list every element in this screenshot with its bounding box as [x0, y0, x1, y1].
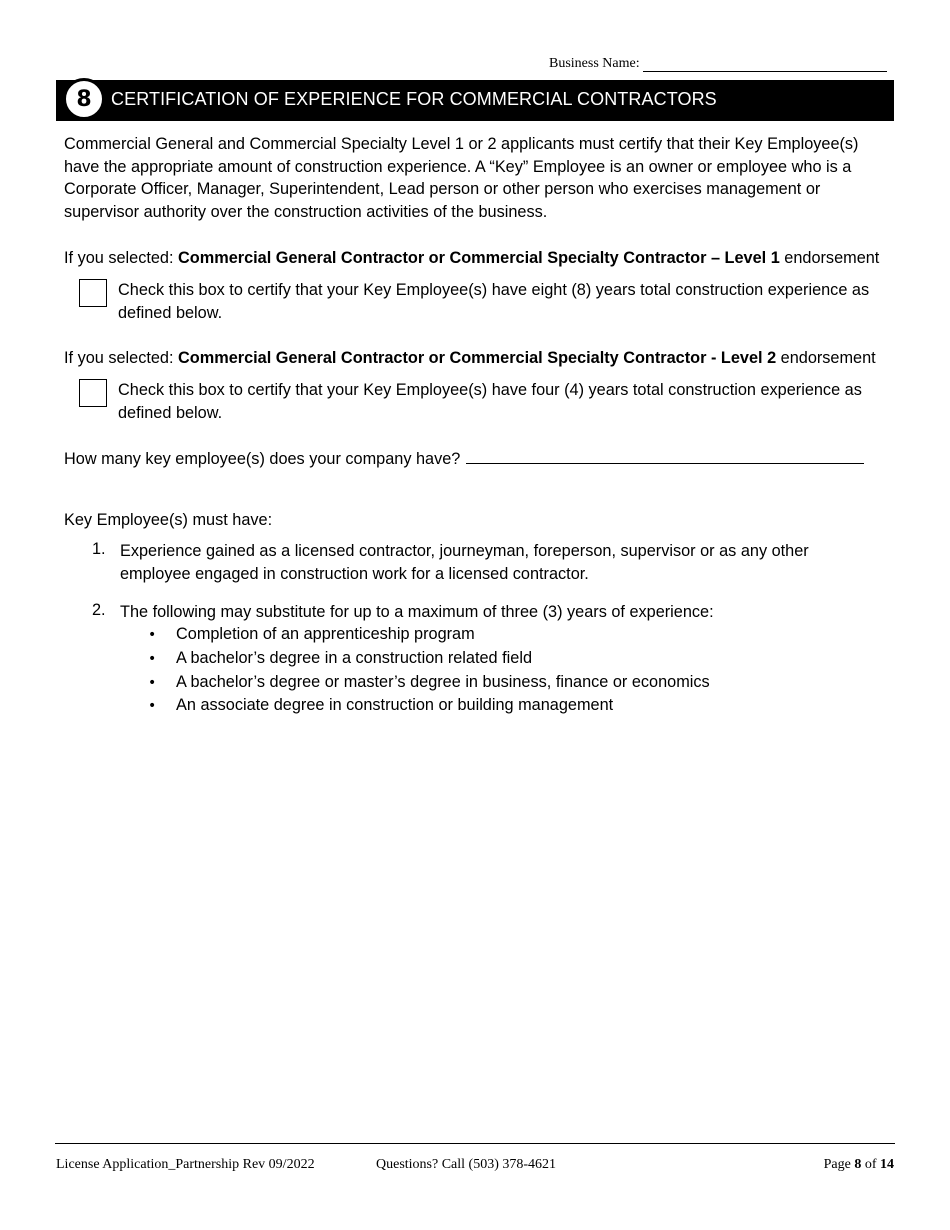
- key-employee-count-field[interactable]: [466, 448, 864, 464]
- business-name-field[interactable]: [643, 58, 887, 72]
- level2-checkbox[interactable]: [79, 379, 107, 407]
- level1-suffix: endorsement: [779, 249, 880, 267]
- bullet-item: Completion of an apprenticeship program: [176, 625, 475, 643]
- requirement-number-1: 1.: [92, 540, 106, 558]
- page-total: 14: [880, 1157, 894, 1172]
- level2-checkbox-label: Check this box to certify that your Key Employee(s) have four (4) years total construction experience as defined below.: [118, 381, 862, 422]
- page-current: 8: [854, 1157, 862, 1172]
- key-employee-count-row: [64, 448, 894, 471]
- requirement-text-2: The following may substitute for up to a maximum of three (3) years of experience:: [120, 603, 714, 621]
- footer-divider: [55, 1143, 895, 1144]
- requirement-number-2: 2.: [92, 601, 106, 619]
- level2-suffix: endorsement: [776, 349, 876, 367]
- level2-prefix: If you selected:: [64, 349, 179, 367]
- business-name-line: [549, 56, 887, 72]
- bullet-item: A bachelor’s degree in a construction related field: [176, 649, 533, 667]
- section-title: CERTIFICATION OF EXPERIENCE FOR COMMERCIAL CONTRACTORS: [111, 89, 717, 109]
- bullet-marker: •: [148, 651, 157, 667]
- level1-checkbox[interactable]: [79, 279, 107, 307]
- level2-prompt: [64, 347, 894, 370]
- footer-questions: Questions? Call (503) 378-4621: [376, 1157, 557, 1172]
- level1-prefix: If you selected:: [64, 249, 179, 267]
- intro-paragraph: Commercial General and Commercial Specialty Level 1 or 2 applicants must certify that their Key Employee(s) have the appropriate amount of construction experience. A “Key” Employee is an owner or employee who is a Corporate Officer, Manager, Superintendent, Lead person or other person who exercises management or supervisor authority over the construction activities of the business.: [64, 135, 859, 221]
- level1-checkbox-label: Check this box to certify that your Key Employee(s) have eight (8) years total construction experience as defined below.: [118, 281, 870, 322]
- requirements-heading: Key Employee(s) must have:: [64, 511, 273, 529]
- bullet-item: An associate degree in construction or building management: [176, 696, 614, 714]
- page-word: Page: [823, 1157, 855, 1172]
- bullet-marker: •: [148, 675, 157, 691]
- page-of: of: [861, 1157, 880, 1172]
- bullet-marker: •: [148, 698, 157, 714]
- footer-form-id: License Application_Partnership Rev 09/2022: [56, 1157, 315, 1172]
- footer-page-number: [824, 1157, 894, 1173]
- bullet-marker: •: [148, 627, 157, 643]
- business-name-label: Business Name:: [549, 56, 640, 71]
- level1-prompt: [64, 247, 894, 270]
- section-number-badge: 8: [63, 78, 105, 120]
- level1-endorsement-name: Commercial General Contractor or Commercial Specialty Contractor – Level 1: [178, 249, 780, 267]
- bullet-item: A bachelor’s degree or master’s degree in business, finance or economics: [176, 673, 710, 691]
- key-employee-count-label: How many key employee(s) does your company have?: [64, 450, 461, 468]
- level2-endorsement-name: Commercial General Contractor or Commercial Specialty Contractor - Level 2: [178, 349, 777, 367]
- requirement-text-1: Experience gained as a licensed contractor, journeyman, foreperson, supervisor or as any other employee engaged in construction work for a licensed contractor.: [120, 542, 809, 583]
